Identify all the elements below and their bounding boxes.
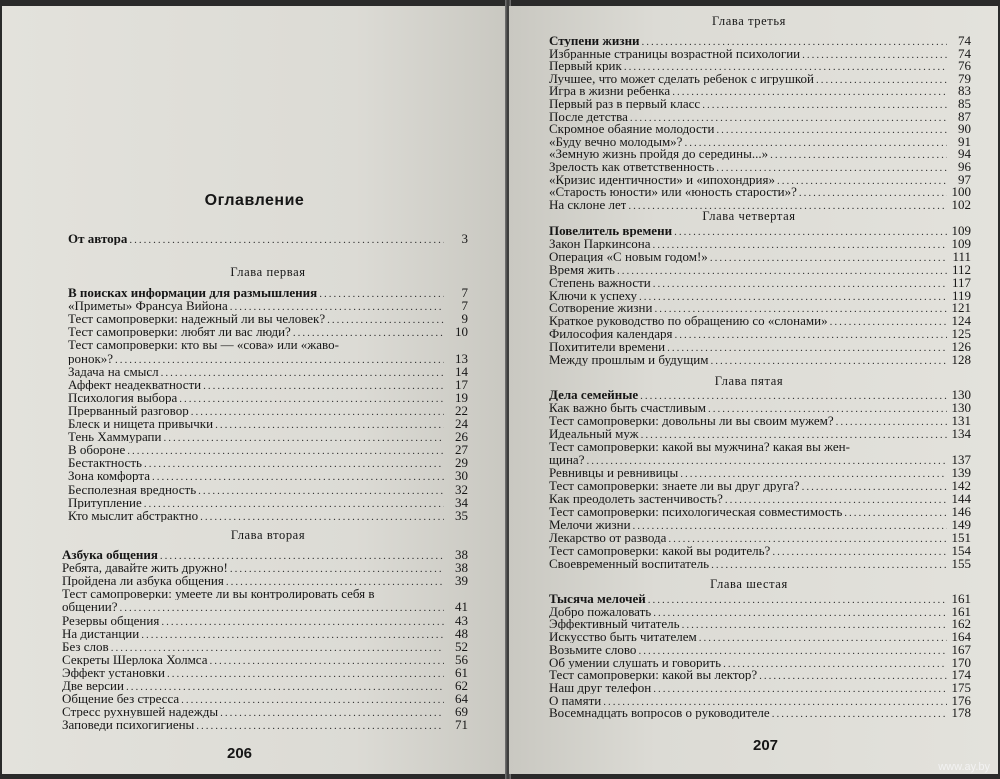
dot-leader — [711, 355, 948, 368]
entry-title: Мелочи жизни — [549, 518, 631, 531]
toc-entry — [62, 653, 468, 666]
toc-entry — [68, 430, 468, 443]
toc-entry — [68, 404, 468, 417]
entry-title: Секреты Шерлока Холмса — [62, 652, 208, 666]
toc-entry — [68, 509, 468, 522]
entry-page: 149 — [951, 517, 971, 532]
entry-title: Эффективный читатель — [549, 617, 680, 631]
entry-title: Зона комфорта — [68, 469, 150, 483]
entry-title: Между прошлым и будущим — [549, 353, 709, 366]
toc-entry — [68, 391, 468, 404]
entry-title: Избранные страницы возрастной психологии — [549, 46, 801, 60]
toc-entry — [549, 122, 971, 135]
entry-page: 144 — [951, 491, 971, 506]
chapter-heading-2: Глава вторая — [230, 528, 306, 542]
entry-title: Прерванный разговор — [68, 403, 189, 417]
toc-entry — [549, 224, 971, 237]
entry-page: 119 — [951, 287, 971, 303]
toc-entry — [62, 692, 468, 705]
entry-page: 29 — [455, 455, 468, 471]
toc-entry — [68, 312, 468, 325]
entry-title: Время жить — [549, 262, 615, 276]
toc-entry — [62, 705, 468, 718]
entry-page: 71 — [455, 717, 468, 733]
entry-page: 79 — [958, 70, 971, 86]
entry-page: 38 — [455, 560, 468, 576]
toc-entry — [549, 160, 971, 173]
toc-entry — [549, 466, 971, 479]
entry-page: 161 — [951, 603, 971, 619]
entry-page: 34 — [455, 494, 468, 510]
entry-page: 13 — [455, 350, 468, 366]
toc-entry — [549, 694, 971, 707]
entry-page: 139 — [951, 465, 971, 480]
entry-title: Как важно быть счастливым — [549, 401, 706, 414]
entry-page: 7 — [461, 285, 468, 300]
toc-entry: Тест самопроверки: кто вы — «сова» или «жаво- — [68, 338, 339, 352]
entry-title: Скромное обаяние молодости — [549, 122, 715, 136]
entry-title: Искусство быть читателем — [549, 630, 697, 644]
entry-page: 17 — [455, 376, 468, 392]
toc-entry — [549, 314, 971, 327]
entry-page: 170 — [951, 654, 971, 670]
toc-entry — [68, 286, 468, 299]
entry-title: «Земную жизнь пройдя до середины...» — [549, 147, 769, 161]
toc-entry — [62, 614, 468, 627]
entry-page: 69 — [455, 704, 468, 720]
entry-page: 35 — [455, 507, 468, 523]
entry-title: «Старость юности» или «юность старости»? — [549, 185, 797, 199]
entry-page: 83 — [958, 83, 971, 99]
toc-entry — [549, 630, 971, 643]
toc-entry — [549, 505, 971, 518]
chapter-heading-5: Глава пятая — [714, 374, 784, 388]
entry-page: 121 — [951, 300, 971, 316]
toc-entry — [549, 479, 971, 492]
entry-page: 22 — [455, 402, 468, 418]
entry-title: О памяти — [549, 693, 602, 707]
entry-page: 94 — [958, 146, 971, 162]
entry-page: 9 — [461, 311, 468, 327]
entry-title: Бесполезная вредность — [68, 482, 197, 496]
entry-title: Ребята, давайте жить дружно! — [62, 561, 228, 575]
entry-page: 130 — [951, 400, 971, 415]
entry-title: Тест самопроверки: любят ли вас люди? — [68, 325, 291, 339]
toc-entry — [68, 325, 468, 338]
toc-entry — [549, 427, 971, 440]
entry-title: Повелитель времени — [549, 224, 673, 237]
chapter-heading-3: Глава третья — [711, 14, 786, 28]
entry-page: 167 — [951, 641, 971, 657]
entry-page: 146 — [951, 504, 971, 519]
entry-title: Тест самопроверки: какой вы родитель? — [549, 544, 771, 557]
entry-title: Степень важности — [549, 275, 651, 289]
entry-title: В поисках информации для размышления — [68, 286, 318, 299]
chapter-heading-1: Глава первая — [230, 265, 306, 279]
entry-page: 76 — [958, 58, 971, 74]
entry-title: Аффект неадекватности — [68, 377, 202, 391]
toc-entry — [62, 640, 468, 653]
toc-entry — [549, 59, 971, 72]
entry-page: 112 — [951, 261, 971, 277]
entry-page: 126 — [951, 339, 971, 355]
toc-entry — [549, 592, 971, 605]
entry-page: 176 — [951, 692, 971, 708]
toc-entry — [549, 643, 971, 656]
entry-title: Возьмите слово — [549, 642, 637, 656]
entry-page: 109 — [951, 223, 971, 238]
toc-entry — [549, 518, 971, 531]
entry-title: Ревнивцы и ревнивицы — [549, 466, 679, 479]
entry-page: 109 — [951, 235, 971, 251]
entry-title: Психология выбора — [68, 390, 178, 404]
entry-title: Пройдена ли азбука общения — [62, 574, 224, 588]
entry-title: Добро пожаловать — [549, 604, 652, 618]
entry-page: 91 — [958, 133, 971, 149]
entry-title: общении? — [62, 600, 118, 614]
entry-title: Блеск и нищета привычки — [68, 417, 214, 430]
entry-page: 26 — [455, 429, 468, 445]
entry-title: ронок»? — [68, 351, 114, 365]
toc-entry — [549, 276, 971, 289]
toc-entry — [549, 656, 971, 669]
toc-entry — [62, 666, 468, 679]
entry-page: 30 — [455, 468, 468, 484]
toc-entry — [549, 544, 971, 557]
entry-title: Тест самопроверки: какой вы лектор? — [549, 668, 758, 682]
entry-title: Тест самопроверки: довольны ли вы своим мужем? — [549, 414, 834, 427]
toc-entry — [549, 84, 971, 97]
watermark: www.ay.by — [938, 761, 990, 773]
entry-title: Первый раз в первый класс — [549, 97, 701, 110]
entry-title: После детства — [549, 109, 628, 123]
dot-leader — [711, 559, 947, 572]
entry-title: Идеальный муж — [549, 427, 639, 440]
toc-entry — [549, 681, 971, 694]
toc-entry — [549, 289, 971, 302]
toc-entry — [68, 365, 468, 378]
entry-page: 10 — [455, 324, 468, 340]
chapter-heading-6: Глава шестая — [710, 577, 788, 591]
entry-title: Первый крик — [549, 59, 622, 73]
toc-entry — [549, 388, 971, 401]
entry-page: 48 — [455, 625, 468, 641]
toc-entry — [549, 97, 971, 110]
entry-title: Игра в жизни ребенка — [549, 84, 671, 98]
toc-entry — [549, 147, 971, 160]
toc-entry — [68, 378, 468, 391]
entry-page: 111 — [952, 248, 971, 264]
toc-entry — [549, 401, 971, 414]
left-page — [2, 6, 507, 774]
entry-title: Закон Паркинсона — [549, 236, 651, 250]
entry-title: Об умении слушать и говорить — [549, 655, 722, 669]
toc-entry — [68, 299, 468, 312]
page-title: Оглавление — [204, 192, 305, 209]
toc-entry — [549, 414, 971, 427]
entry-page: 128 — [951, 352, 971, 367]
entry-title: Лучшее, что может сделать ребенок с игрушкой — [549, 71, 814, 85]
entry-title: Общение без стресса — [62, 692, 180, 706]
toc-entry — [549, 173, 971, 186]
entry-page: 125 — [951, 326, 971, 342]
entry-page: 62 — [455, 678, 468, 693]
entry-page: 178 — [951, 705, 971, 721]
entry-page: 7 — [461, 298, 468, 314]
entry-page: 24 — [455, 416, 468, 431]
chapter-heading-4: Глава четвертая — [702, 209, 796, 223]
toc-entry — [549, 47, 971, 60]
toc-entry — [549, 72, 971, 85]
toc-entry: Тест самопроверки: какой вы мужчина? какая вы жен- — [549, 440, 850, 453]
toc-entry — [68, 469, 468, 482]
entry-page: 130 — [951, 387, 971, 402]
entry-page: 32 — [455, 481, 468, 497]
entry-page: 61 — [455, 664, 468, 680]
entry-title: Заповеди психогигиены — [62, 718, 195, 732]
entry-page: 39 — [455, 573, 468, 589]
right-page — [509, 6, 998, 774]
entry-page: 151 — [951, 530, 971, 545]
entry-page: 100 — [951, 184, 971, 200]
entry-page: 3 — [461, 231, 468, 246]
entry-page: 164 — [951, 629, 971, 645]
toc-entry — [549, 340, 971, 353]
entry-page: 96 — [958, 159, 971, 174]
toc-entry — [549, 668, 971, 681]
entry-page: 124 — [951, 313, 971, 329]
entry-title: «Кризис идентичности» и «ипохондрия» — [549, 172, 775, 186]
toc-entry — [549, 301, 971, 314]
entry-title: Бестактность — [68, 456, 142, 470]
entry-title: Резервы общения — [62, 613, 160, 627]
entry-page: 162 — [951, 616, 971, 632]
entry-page: 74 — [958, 45, 971, 61]
entry-page: 175 — [951, 679, 971, 695]
entry-title: Как преодолеть застенчивость? — [549, 492, 723, 505]
entry-page: 154 — [951, 543, 971, 558]
entry-page: 97 — [958, 171, 971, 187]
entry-title: Тень Хаммурапи — [68, 430, 162, 444]
entry-page: 56 — [455, 651, 468, 667]
entry-title: От автора — [68, 232, 128, 245]
toc-entry — [549, 531, 971, 544]
toc-entry — [68, 496, 468, 509]
entry-title: В обороне — [68, 443, 126, 457]
toc-entry — [62, 574, 468, 587]
toc-entry — [549, 263, 971, 276]
entry-title: Тест самопроверки: психологическая совместимость — [549, 505, 843, 518]
toc-entry — [68, 456, 468, 469]
entry-page: 85 — [958, 96, 971, 111]
entry-title: На дистанции — [62, 626, 140, 640]
entry-title: Зрелость как ответственность — [549, 160, 715, 173]
entry-title: Своевременный воспитатель — [549, 557, 710, 570]
toc-entry — [68, 417, 468, 430]
dot-leader — [772, 708, 947, 721]
entry-title: Тест самопроверки: надежный ли вы человек? — [68, 312, 326, 326]
entry-page: 19 — [455, 389, 468, 405]
entry-title: Задача на смысл — [68, 364, 159, 378]
toc-entry — [549, 237, 971, 250]
toc-entry — [549, 605, 971, 618]
entry-page: 14 — [455, 363, 468, 379]
entry-page: 74 — [958, 33, 971, 48]
toc-entry — [549, 557, 971, 570]
entry-page: 155 — [951, 556, 971, 571]
entry-title: Восемнадцать вопросов о руководителе — [549, 706, 770, 720]
entry-page: 137 — [951, 452, 971, 467]
toc-entry — [549, 492, 971, 505]
dot-leader — [129, 234, 444, 247]
entry-page: 27 — [455, 442, 468, 458]
entry-title: Тысяча мелочей — [549, 592, 646, 605]
entry-page: 64 — [455, 691, 468, 707]
entry-title: Без слов — [62, 639, 109, 653]
entry-title: Ключи к успеху — [549, 288, 638, 302]
toc-entry — [68, 352, 468, 365]
toc-entry — [62, 679, 468, 692]
entry-title: Кто мыслит абстрактно — [68, 508, 199, 522]
entry-page: 117 — [951, 274, 971, 290]
toc-entry — [549, 327, 971, 340]
entry-title: Операция «С новым годом!» — [549, 249, 708, 263]
entry-page: 174 — [951, 667, 971, 683]
toc-entry — [549, 135, 971, 148]
entry-title: Ступени жизни — [549, 34, 640, 47]
entry-title: Азбука общения — [62, 548, 158, 561]
entry-page: 38 — [455, 547, 468, 562]
entry-title: Две версии — [62, 679, 124, 692]
toc-entry — [62, 548, 468, 561]
toc-entry — [62, 627, 468, 640]
entry-title: Притупление — [68, 495, 142, 509]
entry-page: 102 — [951, 196, 971, 212]
toc-entry — [549, 453, 971, 466]
entry-page: 142 — [951, 478, 971, 493]
toc-entry — [549, 185, 971, 198]
entry-title: Дела семейные — [549, 388, 639, 401]
entry-page: 131 — [951, 413, 971, 428]
entry-title: «Приметы» Франсуа Вийона — [68, 299, 228, 313]
toc-entry — [549, 34, 971, 47]
toc-entry — [549, 110, 971, 123]
toc-entry — [68, 443, 468, 456]
toc-entry — [549, 706, 971, 719]
toc-entry — [549, 617, 971, 630]
entry-page: 52 — [455, 638, 468, 654]
toc-entry — [62, 561, 468, 574]
dot-leader — [196, 720, 444, 733]
entry-title: «Буду вечно молодым»? — [549, 134, 683, 148]
entry-title: Стресс рухнувшей надежды — [62, 705, 219, 719]
entry-title: Наш друг телефон — [549, 680, 652, 694]
entry-page: 43 — [455, 612, 468, 628]
toc-entry-author — [68, 232, 468, 245]
dot-leader — [200, 511, 444, 524]
entry-title: Похитители времени — [549, 340, 666, 354]
toc-entry — [62, 718, 468, 731]
entry-title: Философия календаря — [549, 327, 673, 341]
entry-title: Лекарство от развода — [549, 531, 667, 544]
entry-page: 134 — [951, 426, 971, 441]
entry-title: Тест самопроверки: знаете ли вы друг друга? — [549, 479, 800, 492]
entry-page: 87 — [958, 108, 971, 124]
entry-page: 90 — [958, 121, 971, 137]
entry-title: Эффект установки — [62, 665, 165, 679]
entry-title: На склоне лет — [549, 197, 627, 211]
page-number: 207 — [753, 737, 779, 754]
toc-entry: Тест самопроверки: умеете ли вы контролировать себя в — [62, 587, 375, 601]
entry-title: Краткое руководство по обращению со «слонами» — [549, 314, 828, 328]
entry-page: 41 — [455, 599, 468, 615]
page-number: 206 — [227, 745, 253, 762]
entry-title: Сотворение жизни — [549, 301, 653, 315]
toc-entry — [549, 250, 971, 263]
toc-entry — [549, 353, 971, 366]
entry-title: щина? — [549, 453, 585, 466]
entry-page: 161 — [951, 591, 971, 606]
toc-entry — [68, 483, 468, 496]
toc-entry — [62, 600, 468, 613]
